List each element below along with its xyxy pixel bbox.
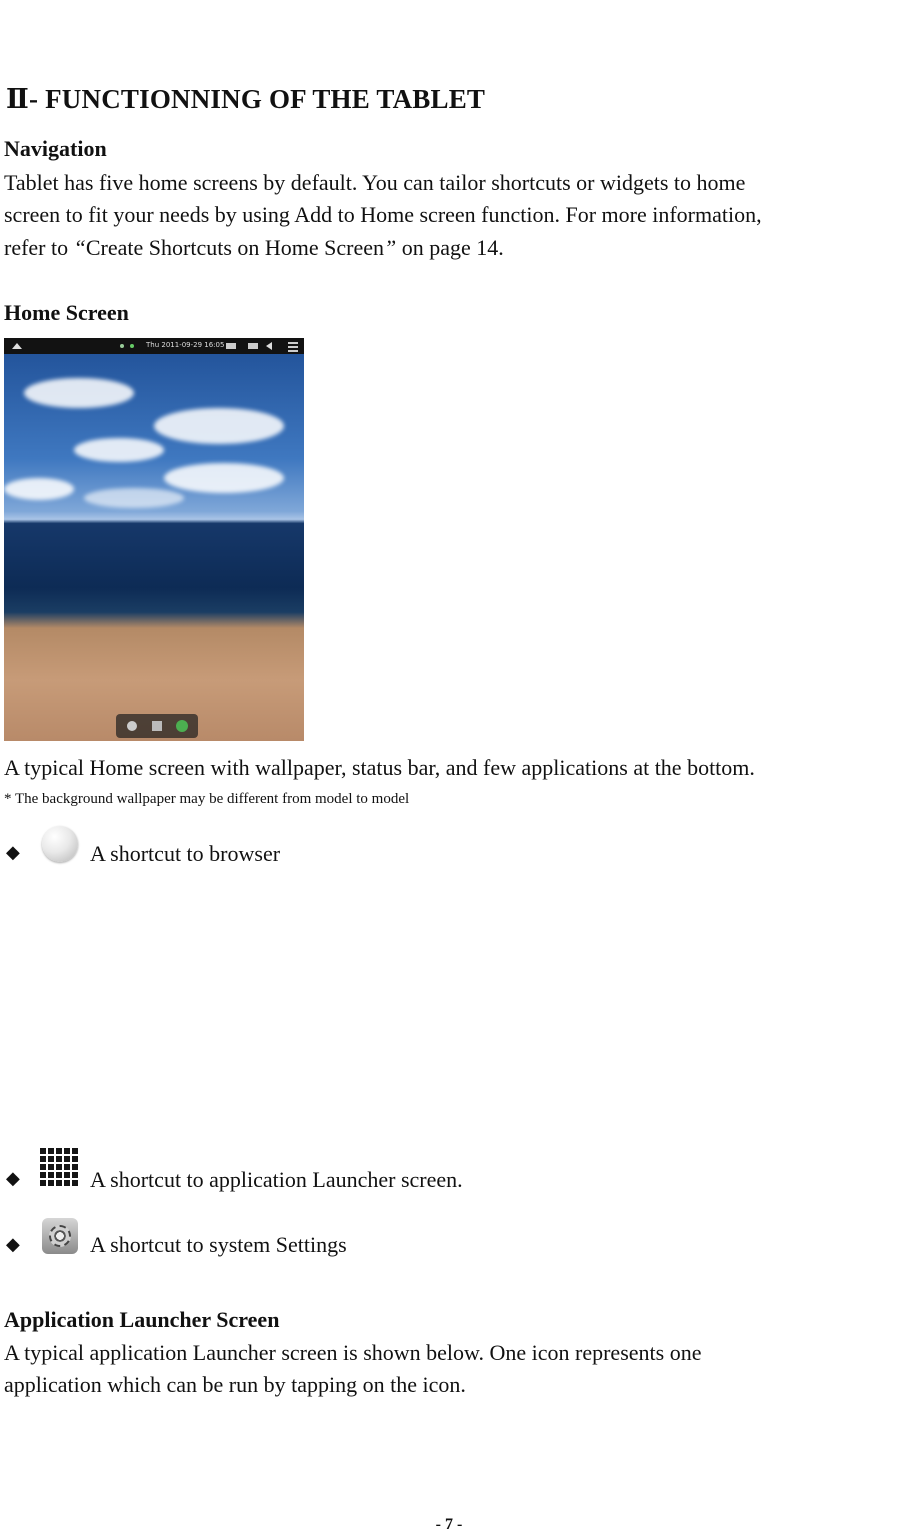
home-icon: [12, 343, 22, 349]
volume-down-icon: [226, 343, 236, 349]
roman-numeral: Ⅱ: [6, 84, 29, 114]
line-3-suffix: on page 14.: [396, 235, 504, 260]
shortcut-item-settings: [4, 1216, 504, 1260]
bullet-icon: ◆: [6, 1234, 20, 1254]
home-screen-title: Home Screen: [4, 300, 129, 325]
cloud: [74, 438, 164, 462]
launcher-icon: [152, 721, 162, 731]
reference-link: Create Shortcuts on Home Screen: [85, 235, 385, 260]
heading-title: - FUNCTIONNING OF THE TABLET: [28, 84, 486, 114]
navigation-line-3: [4, 232, 504, 264]
cloud: [24, 378, 134, 408]
launcher-line-2: application which can be run by tapping on the icon.: [4, 1372, 466, 1397]
browser-icon: [176, 720, 188, 732]
navigation-title: Navigation: [4, 136, 107, 161]
status-clock: Thu 2011-09-29 16:05: [146, 341, 225, 349]
home-screen-screenshot: [4, 338, 304, 741]
back-icon: [266, 342, 272, 350]
cloud: [154, 408, 284, 444]
shortcut-item-launcher: [4, 1148, 604, 1192]
volume-up-icon: [248, 343, 258, 349]
home-screen-caption: A typical Home screen with wallpaper, status bar, and few applications at the bottom.: [4, 755, 755, 780]
section-heading: [6, 84, 485, 115]
open-quote: “: [73, 235, 86, 260]
navigation-line-2: screen to fit your needs by using Add to Home screen function. For more information,: [4, 202, 762, 227]
wallpaper-note: * The background wallpaper may be different from model to model: [4, 791, 410, 807]
cloud: [84, 488, 184, 508]
launcher-line-1: A typical application Launcher screen is shown below. One icon represents one: [4, 1340, 702, 1365]
close-quote: ”: [384, 235, 397, 260]
notification-icon: [120, 344, 124, 348]
cloud: [4, 478, 74, 500]
shortcut-text: A shortcut to application Launcher screen.: [90, 1167, 463, 1192]
gear-icon: [42, 1218, 78, 1254]
app-dock: [116, 714, 198, 738]
line-3-prefix: refer to: [4, 235, 74, 260]
shortcut-text: A shortcut to system Settings: [90, 1232, 347, 1257]
menu-icon: [288, 342, 298, 344]
dock-icons: [116, 714, 198, 738]
grid-icon: [40, 1148, 78, 1186]
shortcut-text: A shortcut to browser: [90, 841, 281, 866]
wifi-icon: [130, 344, 134, 348]
navigation-line-1: Tablet has five home screens by default. You can tailor shortcuts or widgets to home: [4, 170, 746, 195]
page-number: - 7 -: [435, 1516, 463, 1533]
cloud: [164, 463, 284, 493]
bullet-icon: ◆: [6, 842, 20, 862]
launcher-title: Application Launcher Screen: [4, 1307, 280, 1332]
globe-icon: [42, 826, 78, 862]
bullet-icon: ◆: [6, 1168, 20, 1188]
status-bar: [4, 338, 304, 354]
settings-icon: [127, 721, 137, 731]
shortcut-item-browser: [4, 826, 404, 866]
